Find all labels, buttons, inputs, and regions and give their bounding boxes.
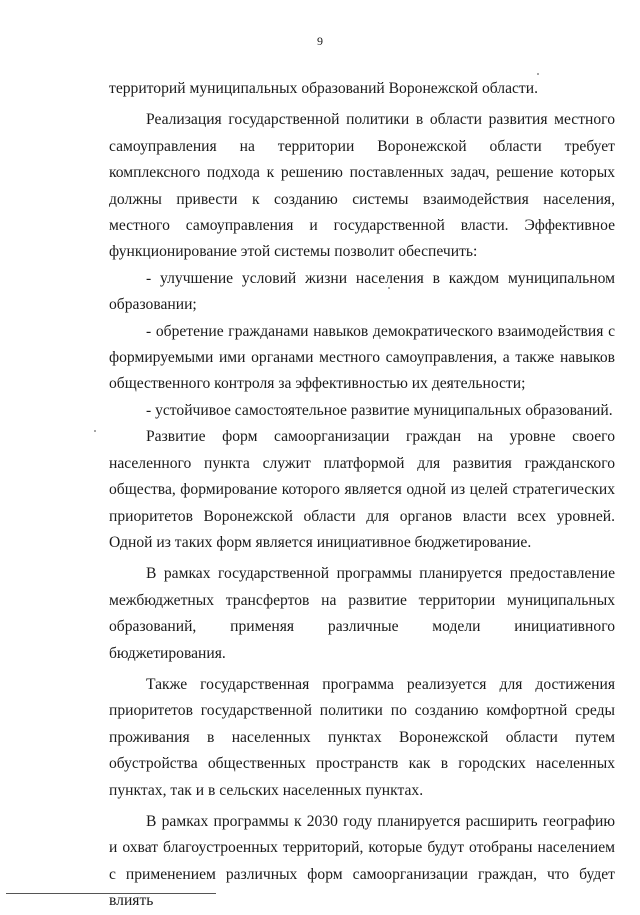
list-item-living-conditions: - улучшение условий жизни населения в каждом муниципальном образовании; bbox=[109, 269, 615, 314]
scan-speck bbox=[388, 287, 390, 289]
paragraph-comfortable-environment: Также государственная программа реализуется для достижения приоритетов государственной политики по созданию комфортной среды проживания в населенных пунктах Воронежской области путем обустройства общественных пространств как в городских населенных пунктах, так и в сельских населенных пунктах. bbox=[109, 675, 615, 799]
footnote-separator-line bbox=[6, 893, 216, 894]
scan-speck bbox=[94, 430, 96, 432]
page-number: 9 bbox=[317, 34, 323, 48]
paragraph-interbudget-transfers: В рамках государственной программы планируется предоставление межбюджетных трансфертов на развитие территории муниципальных образований, применяя различные модели инициативного бюджетирования. bbox=[109, 565, 615, 662]
paragraph-continuation: территорий муниципальных образований Воронежской области. bbox=[109, 80, 538, 97]
document-body bbox=[109, 76, 615, 915]
paragraph-self-organization: Развитие форм самоорганизации граждан на уровне своего населенного пункта служит платформой для развития гражданского общества, формирование которого является одной из целей стратегических приоритетов Воронежской области для органов власти всех уровней. Одной из таких форм является инициативное бюджетирование. bbox=[109, 428, 615, 551]
paragraph-intro: Реализация государственной политики в области развития местного самоуправления на территории Воронежской области требует комплексного подхода к решению поставленных задач, решение которых должны привести к созданию системы взаимодействия населения, местного самоуправления и государственной власти. Эффективное функционирование этой системы позволит обеспечить: bbox=[109, 111, 615, 261]
paragraph-2030-plan: В рамках программы к 2030 году планируется расширить географию и охват благоустроенных территорий, которые будут отобраны населением с применением различных форм самоорганизации граждан, что будет влиять bbox=[109, 812, 615, 910]
list-item-democratic-skills: - обретение гражданами навыков демократического взаимодействия с формируемыми ими органами местного самоуправления, а также навыков общественного контроля за эффективностью их деятельности; bbox=[109, 322, 615, 393]
scan-speck bbox=[537, 73, 539, 75]
list-item-sustainable-development: - устойчивое самостоятельное развитие муниципальных образований. bbox=[146, 401, 613, 419]
